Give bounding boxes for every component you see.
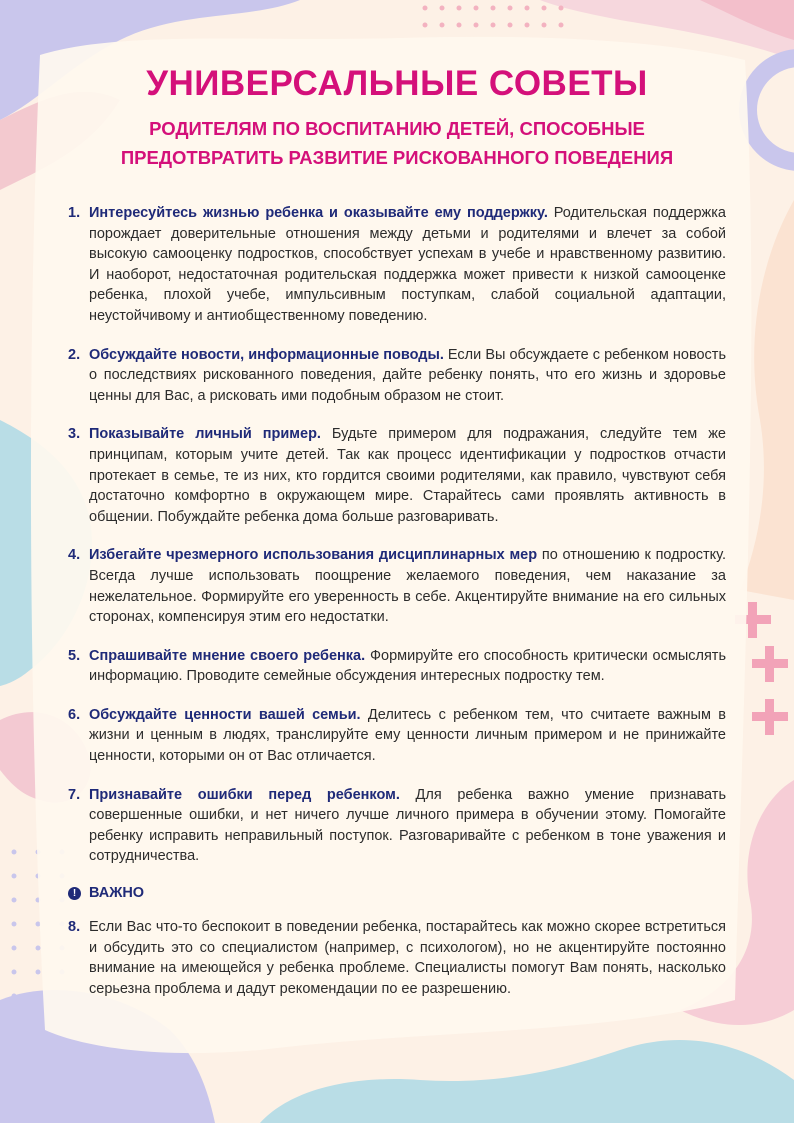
tip-number: 5. xyxy=(68,647,81,664)
subtitle-line-1: РОДИТЕЛЯМ ПО ВОСПИТАНИЮ ДЕТЕЙ, СПОСОБНЫЕ xyxy=(149,118,645,139)
important-label: ВАЖНО xyxy=(89,885,145,902)
tip-item xyxy=(68,203,726,327)
tip-number: 3. xyxy=(68,426,81,443)
tip-text xyxy=(89,345,726,407)
page-title: УНИВЕРСАЛЬНЫЕ СОВЕТЫ xyxy=(146,64,648,103)
tip-lead: Избегайте чрезмерного использования дисциплинарных мер xyxy=(89,547,538,564)
tips-list xyxy=(68,203,726,1017)
tip-body: Будьте примером для подражания, следуйте тем же принципам, которым учите детей. Так как процесс идентификации у подростков отчасти протекает в семье, те из них, кто гордится своими родителями, как правило, чувствуют себя достаточно комфортно в окружающем мире. Старайтесь сами проявлять активность в общении. Побуждайте ребенка дома больше разговаривать. xyxy=(89,426,726,525)
tip-body: Делитесь с ребенком тем, что считаете важным в жизни и ценным в людях, транслируйте ему ценности личным примером и не принижайте ценности, которыми он от Вас отличается. xyxy=(89,706,726,765)
tip-text xyxy=(89,424,726,527)
tip-number: 8. xyxy=(68,919,81,936)
tip-lead: Интересуйтесь жизнью ребенка и оказывайте ему поддержку. xyxy=(89,205,548,221)
tip-item xyxy=(68,424,726,527)
page-subtitle xyxy=(60,114,734,172)
exclamation-circle-icon: ! xyxy=(68,887,81,900)
tip-lead: Показывайте личный пример. xyxy=(89,426,321,443)
tip-text xyxy=(89,646,726,687)
tip-body: Если Вы обсуждаете с ребенком новость о последствиях рискованного поведения, дайте ребенку понять, что его жизнь и здоровье ценны для Вас, а рисковать ими подобным образом не стоит. xyxy=(89,346,726,404)
tip-lead: Обсуждайте ценности вашей семьи. xyxy=(89,706,361,723)
tip-number: 2. xyxy=(68,346,81,363)
tip-item xyxy=(68,785,726,867)
tip-text xyxy=(89,545,726,627)
tip-body: Родительская поддержка порождает доверительные отношения между детьми и родителями и влечет за собой высокую самооценку подростков, способствует успехам в учебе и нравственному развитию. И наоборот, недостаточная родительская поддержка может привести к низкой самооценке ребенка, плохой учебе, импульсивным поступкам, слабой социальной адаптации, неустойчивому и антиобщественному поведению. xyxy=(89,205,726,324)
tip-lead: Признавайте ошибки перед ребенком. xyxy=(89,786,400,803)
tip-number: 7. xyxy=(68,786,81,803)
tip-lead: Обсуждайте новости, информационные поводы. xyxy=(89,346,444,363)
tip-text xyxy=(89,203,726,327)
tip-body: Формируйте его способность критически осмыслять информацию. Проводите семейные обсуждения интересных подростку тем. xyxy=(89,647,726,685)
tip-item xyxy=(68,646,726,687)
tip-text xyxy=(89,785,726,867)
tip-item xyxy=(68,705,726,767)
tip-body: по отношению к подростку. Всегда лучше использовать поощрение желаемого поведения, чем наказание за нежелательное. Формируйте его уверенность в себе. Акцентируйте внимание на его сильных сторонах, компенсируя этим его недостатки. xyxy=(89,547,726,626)
tip-item-final xyxy=(68,917,726,999)
tip-item xyxy=(68,345,726,407)
tip-text xyxy=(89,705,726,767)
tip-item xyxy=(68,545,726,627)
tip-body: Если Вас что-то беспокоит в поведении ребенка, постарайтесь как можно скорее встретиться и обсудить это со специалистом (например, с психологом), но не акцентируйте постоянно внимание на имеющейся у ребенка проблеме. Специалисты помогут Вам понять, насколько серьезна проблема и дадут рекомендации по ее разрешению. xyxy=(89,919,726,997)
tip-number: 1. xyxy=(68,205,81,221)
tip-lead: Спрашивайте мнение своего ребенка. xyxy=(89,647,366,664)
tip-body: Для ребенка важно умение признавать совершенные ошибки, и нет ничего лучше личного примера в обучении этому. Помогайте ребенку исправить неправильный поступок. Разговаривайте с ребенком в тоне уважения и сотрудничества. xyxy=(89,786,726,865)
important-heading xyxy=(68,885,726,901)
subtitle-line-2: ПРЕДОТВРАТИТЬ РАЗВИТИЕ РИСКОВАННОГО ПОВЕДЕНИЯ xyxy=(120,147,674,168)
tip-number: 6. xyxy=(68,706,81,723)
tip-number: 4. xyxy=(68,547,81,564)
